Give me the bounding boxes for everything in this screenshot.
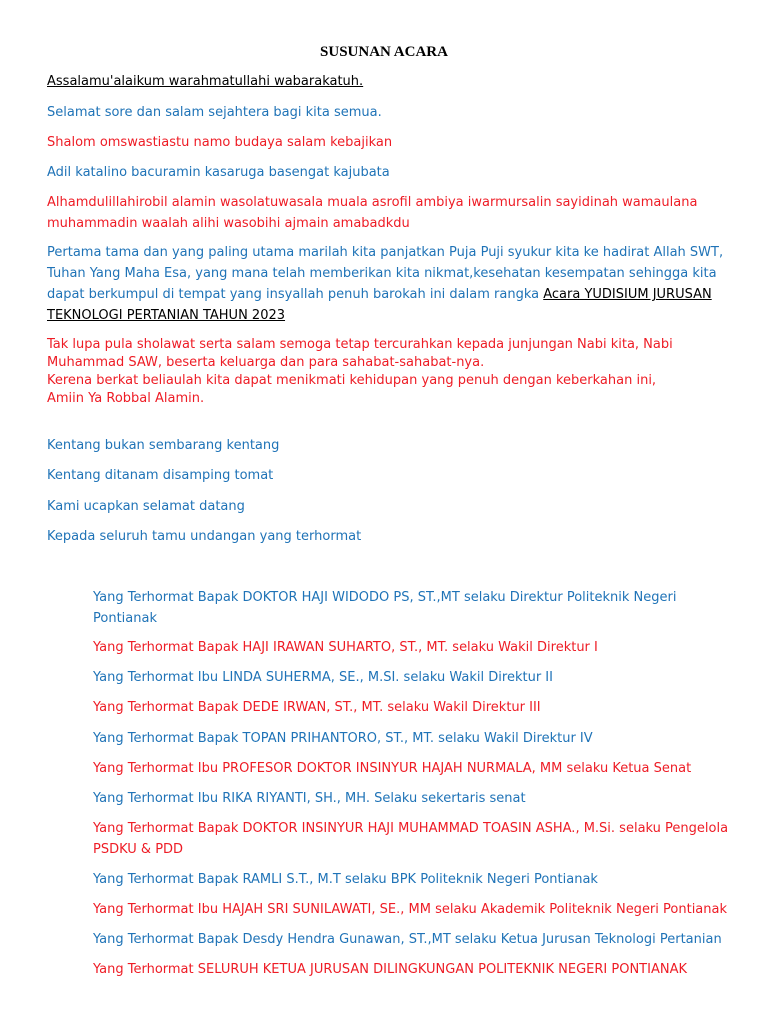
line-adil: Adil katalino bacuramin kasaruga basengat kajubata — [47, 165, 390, 180]
guest-wadir-3: Yang Terhormat Bapak DEDE IRWAN, ST., MT. selaku Wakil Direktur III — [93, 700, 541, 715]
guest-direktur-line-1: Yang Terhormat Bapak DOKTOR HAJI WIDODO PS, ST.,MT selaku Direktur Politeknik Negeri — [93, 590, 677, 605]
pertama-line-3 — [47, 284, 737, 305]
guest-kajur-tp: Yang Terhormat Bapak Desdy Hendra Gunawan, ST.,MT selaku Ketua Jurusan Teknologi Pertanian — [93, 932, 722, 947]
paragraph-hamdalah — [47, 192, 737, 234]
pertama-line-1: Pertama tama dan yang paling utama marilah kita panjatkan Puja Puji syukur kita ke hadirat Allah SWT, — [47, 245, 724, 260]
guest-wadir-4: Yang Terhormat Bapak TOPAN PRIHANTORO, ST., MT. selaku Wakil Direktur IV — [93, 731, 593, 746]
guest-pengelola-psdku — [93, 818, 733, 860]
pertama-line-3-text: dapat berkumpul di tempat yang insyallah penuh barokah ini dalam rangka — [47, 287, 544, 302]
guest-ketua-senat: Yang Terhormat Ibu PROFESOR DOKTOR INSINYUR HAJAH NURMALA, MM selaku Ketua Senat — [93, 761, 692, 776]
sholawat-line-3: Kerena berkat beliaulah kita dapat menikmati kehidupan yang penuh dengan keberkahan ini, — [47, 373, 657, 388]
sholawat-line-4: Amiin Ya Robbal Alamin. — [47, 391, 205, 406]
page-title: SUSUNAN ACARA — [320, 44, 448, 60]
line-shalom: Shalom omswastiastu namo budaya salam kebajikan — [47, 135, 393, 150]
sholawat-line-1: Tak lupa pula sholawat serta salam semoga tetap tercurahkan kepada junjungan Nabi kita, Nabi — [47, 337, 673, 352]
pantun-line-1: Kentang bukan sembarang kentang — [47, 438, 280, 453]
hamdalah-line-1: Alhamdulillahirobil alamin wasolatuwasala muala asrofil ambiya iwarmursalin sayidinah wamaulana — [47, 195, 698, 210]
paragraph-sholawat — [47, 336, 737, 408]
pantun-line-2: Kentang ditanam disamping tomat — [47, 468, 274, 483]
guest-seluruh-kajur: Yang Terhormat SELURUH KETUA JURUSAN DILINGKUNGAN POLITEKNIK NEGERI PONTIANAK — [93, 962, 687, 977]
pertama-line-2: Tuhan Yang Maha Esa, yang mana telah memberikan kita nikmat,kesehatan kesempatan sehingga kita — [47, 266, 717, 281]
line-selamat-sore: Selamat sore dan salam sejahtera bagi kita semua. — [47, 105, 382, 120]
pantun-line-3: Kami ucapkan selamat datang — [47, 499, 245, 514]
guest-wadir-2: Yang Terhormat Ibu LINDA SUHERMA, SE., M.SI. selaku Wakil Direktur II — [93, 670, 553, 685]
greeting: Assalamu'alaikum warahmatullahi wabarakatuh. — [47, 74, 364, 89]
guest-wadir-1: Yang Terhormat Bapak HAJI IRAWAN SUHARTO, ST., MT. selaku Wakil Direktur I — [93, 640, 598, 655]
guest-direktur-line-2: Pontianak — [93, 611, 157, 626]
pantun-line-4: Kepada seluruh tamu undangan yang terhormat — [47, 529, 362, 544]
event-name-part-1: Acara YUDISIUM JURUSAN — [543, 287, 712, 302]
sholawat-line-2: Muhammad SAW, beserta keluarga dan para sahabat-sahabat-nya. — [47, 355, 485, 370]
guest-bpk: Yang Terhormat Bapak RAMLI S.T., M.T selaku BPK Politeknik Negeri Pontianak — [93, 872, 598, 887]
guest-akademik: Yang Terhormat Ibu HAJAH SRI SUNILAWATI, SE., MM selaku Akademik Politeknik Negeri Pontianak — [93, 902, 728, 917]
hamdalah-line-2: muhammadin waalah alihi wasobihi ajmain amabadkdu — [47, 216, 410, 231]
guest-direktur — [93, 587, 733, 629]
paragraph-pertama — [47, 242, 737, 326]
guest-pengelola-line-2: PSDKU & PDD — [93, 842, 184, 857]
event-name-part-2: TEKNOLOGI PERTANIAN TAHUN 2023 — [47, 308, 286, 323]
guest-pengelola-line-1: Yang Terhormat Bapak DOKTOR INSINYUR HAJI MUHAMMAD TOASIN ASHA., M.Si. selaku Pengelola — [93, 821, 729, 836]
guest-sekertaris-senat: Yang Terhormat Ibu RIKA RIYANTI, SH., MH. Selaku sekertaris senat — [93, 791, 526, 806]
